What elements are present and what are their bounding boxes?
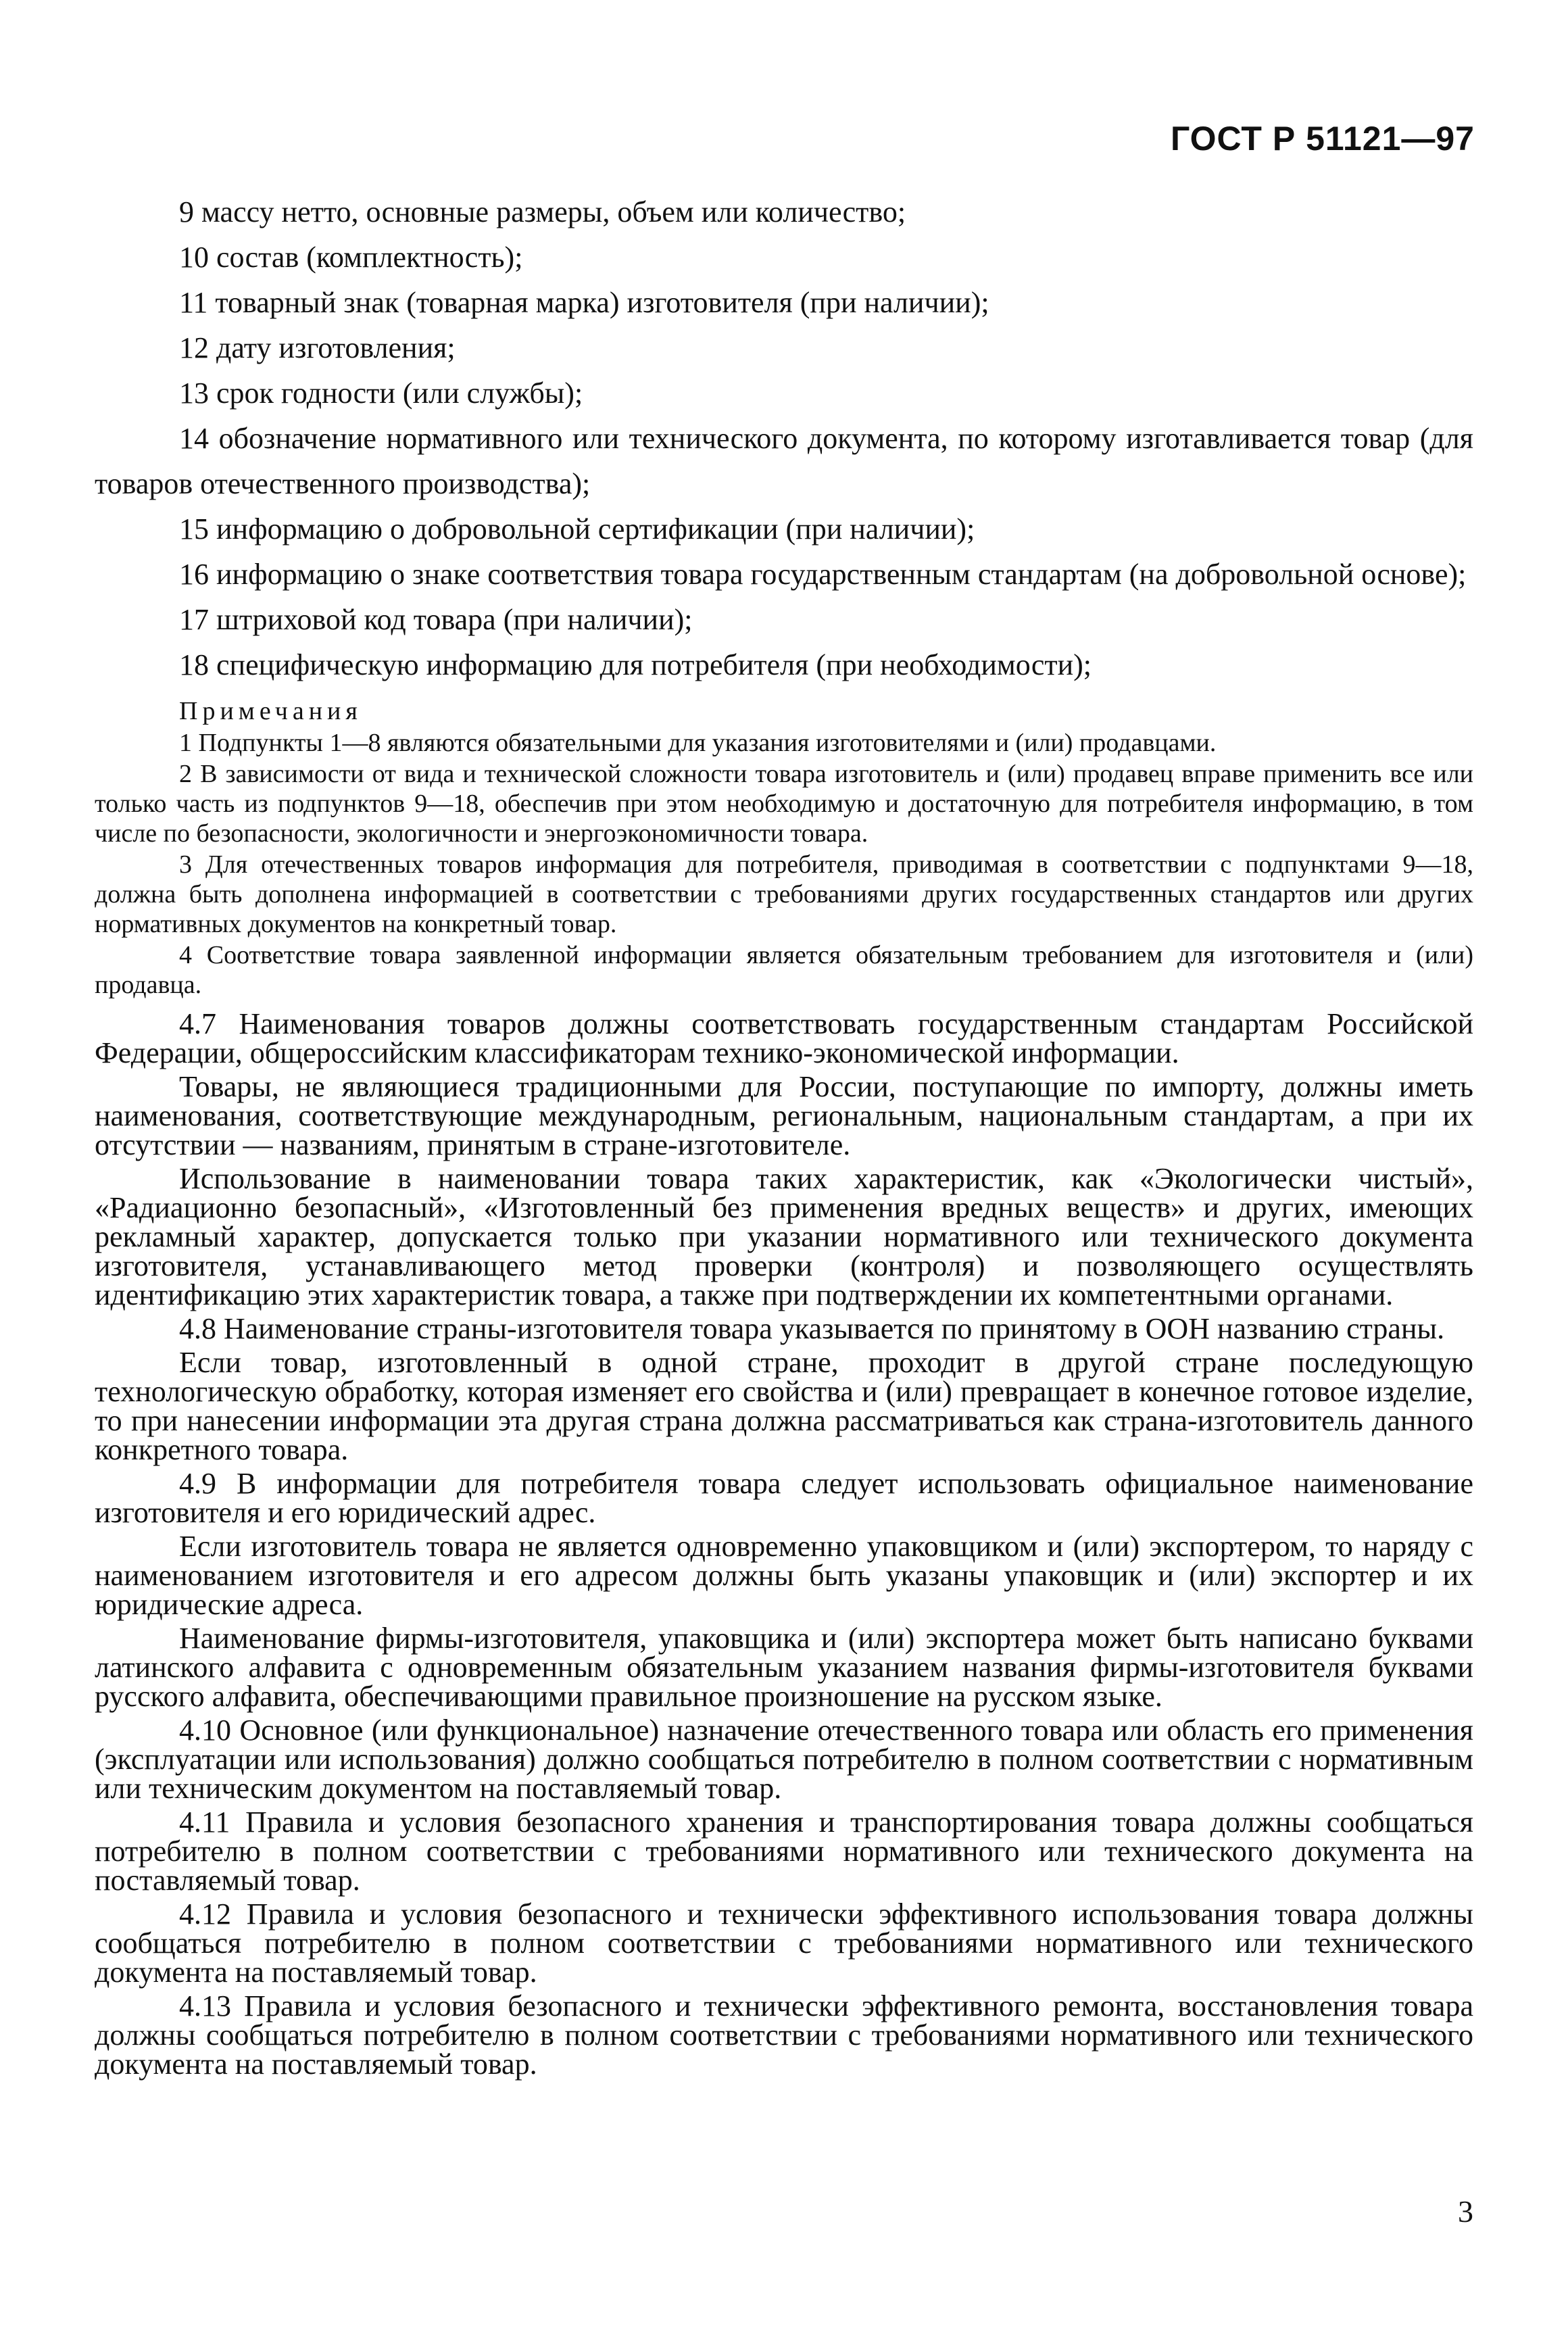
list-item-15: 15 информацию о добровольной сертификации (при наличии); (179, 512, 975, 546)
paragraph-advertising-characteristics: Использование в наименовании товара таких характеристик, как «Экологически чистый», «Радиационно безопасный», «Изготовленный без применения вредных веществ» и других, имеющих рекламный характер, допускается только при указании нормативного или технического документа изготовителя, устанавливающего метод проверки (контроля) и позволяющего осуществлять идентификацию этих характеристик товара, а также при подтверждении их компетентными органами. (95, 1162, 1473, 1311)
list-item-17: 17 штриховой код товара (при наличии); (179, 603, 693, 636)
notes-block (95, 694, 1473, 1000)
list-item-18: 18 специфическую информацию для потребителя (при необходимости); (179, 648, 1092, 681)
paragraph-4-9: 4.9 В информации для потребителя товара следует использовать официальное наименование изготовителя и его юридический адрес. (95, 1467, 1473, 1529)
information-list (95, 189, 1473, 687)
list-item-14: 14 обозначение нормативного или технического документа, по которому изготавливается товар (для товаров отечественного производства); (95, 422, 1473, 500)
list-item-16: 16 информацию о знаке соответствия товара государственным стандартам (на добровольной основе); (179, 558, 1467, 591)
paragraph-packer-exporter: Если изготовитель товара не является одновременно упаковщиком и (или) экспортером, то наряду с наименованием изготовителя и его адресом должны быть указаны упаковщик и (или) экспортер и их юридические адреса. (95, 1530, 1473, 1621)
list-item-13: 13 срок годности (или службы); (179, 377, 583, 410)
paragraph-4-7: 4.7 Наименования товаров должны соответствовать государственным стандартам Российской Федерации, общероссийским классификаторам технико-экономической информации. (95, 1007, 1473, 1069)
note-2: 2 В зависимости от вида и технической сложности товара изготовитель и (или) продавец вправе применить все или только часть из подпунктов 9—18, обеспечив при этом необходимую и достаточную для потребителя информацию, в том числе по безопасности, экологичности и энергоэкономичности товара. (95, 760, 1473, 848)
paragraph-processing-country: Если товар, изготовленный в одной стране, проходит в другой стране последующую технологическую обработку, которая изменяет его свойства и (или) превращает в конечное готовое изделие, то при нанесении информации эта другая страна должна рассматриваться как страна-изготовитель данного конкретного товара. (95, 1346, 1473, 1466)
paragraph-latin-alphabet: Наименование фирмы-изготовителя, упаковщика и (или) экспортера может быть написано буквами латинского алфавита с одновременным обязательным указанием названия фирмы-изготовителя буквами русского алфавита, обеспечивающими правильное произношение на русском языке. (95, 1622, 1473, 1713)
note-1: 1 Подпункты 1—8 являются обязательными для указания изготовителями и (или) продавцами. (179, 729, 1217, 757)
paragraph-4-11: 4.11 Правила и условия безопасного хранения и транспортирования товара должны сообщаться потребителю в полном соответствии с требованиями нормативного или технического документа на поставляемый товар. (95, 1806, 1473, 1897)
paragraph-4-10: 4.10 Основное (или функциональное) назначение отечественного товара или область его применения (эксплуатации или использования) должно сообщаться потребителю в полном соответствии с нормативным или техническим документом на поставляемый товар. (95, 1714, 1473, 1805)
document-code-header: ГОСТ Р 51121—97 (1170, 120, 1475, 158)
paragraph-4-8: 4.8 Наименование страны-изготовителя товара указывается по принятому в ООН названию страны. (179, 1312, 1445, 1345)
note-4: 4 Соответствие товара заявленной информации является обязательным требованием для изготовителя и (или) продавца. (95, 941, 1473, 999)
main-text (95, 1009, 1473, 2079)
page-number: 3 (1458, 2194, 1473, 2229)
notes-heading: Примечания (179, 697, 362, 725)
list-item-10: 10 состав (комплектность); (179, 241, 523, 274)
list-item-11: 11 товарный знак (товарная марка) изготовителя (при наличии); (179, 286, 989, 319)
page-content (95, 189, 1473, 2083)
paragraph-4-13: 4.13 Правила и условия безопасного и технически эффективного ремонта, восстановления товара должны сообщаться потребителю в полном соответствии с требованиями нормативного или технического документа на поставляемый товар. (95, 1989, 1473, 2081)
note-3: 3 Для отечественных товаров информация для потребителя, приводимая в соответствии с подпунктами 9—18, должна быть дополнена информацией в соответствии с требованиями других государственных стандартов или других нормативных документов на конкретный товар. (95, 850, 1473, 938)
paragraph-4-12: 4.12 Правила и условия безопасного и технически эффективного использования товара должны сообщаться потребителю в полном соответствии с требованиями нормативного или технического документа на поставляемый товар. (95, 1897, 1473, 1989)
paragraph-imported-goods: Товары, не являющиеся традиционными для России, поступающие по импорту, должны иметь наименования, соответствующие международным, региональным, национальным стандартам, а при их отсутствии — названиям, принятым в стране-изготовителе. (95, 1070, 1473, 1161)
list-item-9: 9 массу нетто, основные размеры, объем или количество; (179, 195, 906, 228)
list-item-12: 12 дату изготовления; (179, 331, 456, 364)
